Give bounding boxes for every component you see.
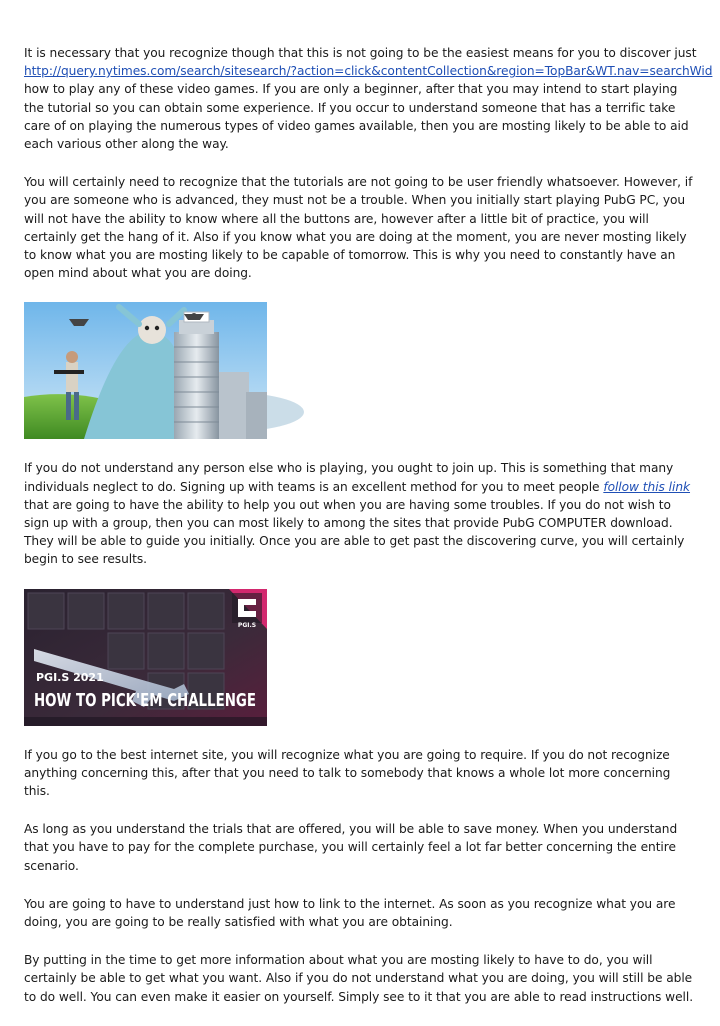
paragraph-3-intro: If you do not understand any person else who is playing, you ought to join up. This is something that many individuals neglect to do. Signing up with teams is an excellent method for you to meet people (24, 461, 674, 494)
paragraph-6: You are going to have to understand just how to link to the internet. As soon as you recognize what you are doing, you are going to be really satisfied with what you are obtaining. (24, 896, 676, 930)
paragraph-3 (24, 459, 698, 568)
paragraph-1-rest: how to play any of these video games. If you are only a beginner, after that you may intend to start playing the tutorial so you can obtain some experience. If you occur to understand someone that has a terrific take care of on playing the numerous types of video games available, then you are mosting likely to be able to aid each various other along the way. (24, 82, 689, 152)
pgis-badge-label: PGI.S (237, 621, 257, 629)
pgis-challenge-image (24, 589, 267, 726)
pgis-title: HOW TO PICK'EM CHALLENGE (34, 690, 256, 711)
pgis-subtitle: PGI.S 2021 (36, 670, 104, 684)
paragraph-3-rest: that are going to have the ability to help you out when you are having some troubles. If you do not wish to sign up with a group, then you can most likely to among the sites that provide PubG COMPUTER download. They will be able to guide you initially. Once you are able to get past the discovering curve, you will certainly begin to see results. (24, 497, 685, 567)
paragraph-7: By putting in the time to get more information about what you are mosting likely to have to do, you will certainly be able to get what you want. Also if you do not understand what you are doing, you will still be able to do well. You can even make it easier on yourself. Simply see to it that you are able to read instructions well. (24, 953, 694, 1004)
paragraph-1 (24, 44, 713, 153)
game-screenshot-illustration (24, 302, 267, 439)
pgis-challenge-illustration (24, 589, 267, 726)
paragraph-4: If you go to the best internet site, you will recognize what you are going to require. If you do not recognize anything concerning this, after that you need to talk to somebody that knows a whole lot more concerning this. (24, 747, 671, 799)
paragraph-1-intro: It is necessary that you recognize though that this is not going to be the easiest means for you to discover just (24, 46, 697, 60)
nytimes-search-link[interactable]: http://query.nytimes.com/search/sitesearch/?action=click&contentCollection&region=TopBar&WT.nav=searchWid (24, 64, 713, 79)
game-screenshot-image (24, 302, 267, 439)
paragraph-5: As long as you understand the trials that are offered, you will be able to save money. When you understand that you have to pay for the complete purchase, you will certainly feel a lot far better concerning the entire scenario. (24, 822, 678, 873)
paragraph-2: You will certainly need to recognize that the tutorials are not going to be user friendly whatsoever. However, if you are someone who is advanced, they must not be a trouble. When you initially start playing PubG PC, you will not have the ability to know where all the buttons are, however after a little bit of practice, you will certainly get the hang of it. Also if you know what you are doing at the moment, you are never mosting likely to know what you are mosting likely to be capable of tomorrow. This is why you need to constantly have an open mind about what you are doing. (24, 175, 693, 281)
article-body (24, 44, 713, 1026)
follow-link[interactable]: follow this link (603, 479, 691, 494)
